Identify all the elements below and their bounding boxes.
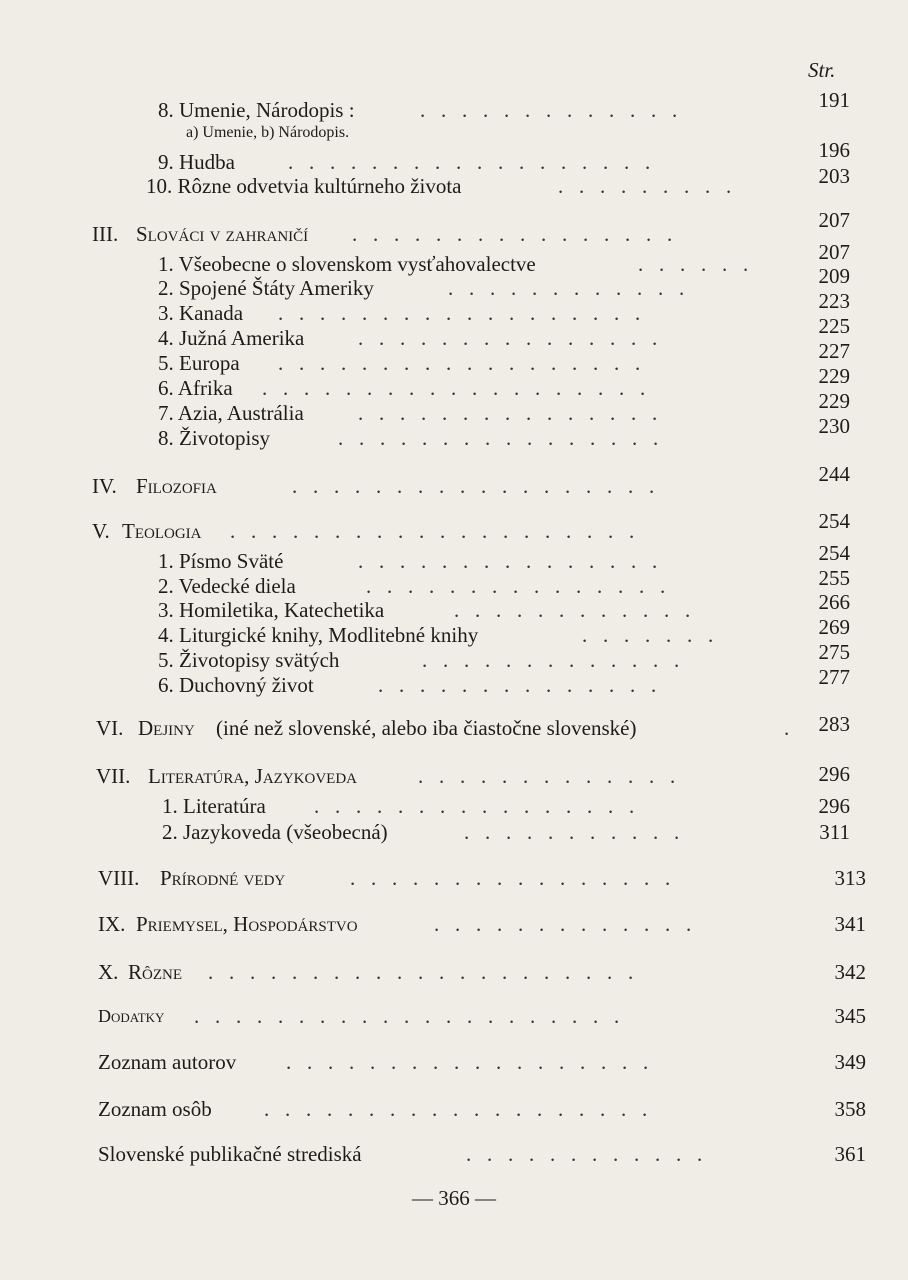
dot-leader: . . . . . . . . . . . . . . .	[358, 326, 658, 350]
entry-label: 6. Afrika	[158, 376, 233, 400]
entry-page: 296	[818, 762, 850, 786]
section-numeral: V.	[92, 519, 110, 543]
section-numeral: VIII.	[98, 866, 140, 890]
section-title: Slováci v zahraničí	[136, 222, 309, 246]
toc-section	[98, 912, 866, 942]
entry-page: 230	[818, 414, 850, 438]
toc-section	[96, 712, 850, 746]
dot-leader: . . . . . . . . . . . . . . . .	[314, 794, 635, 818]
dot-leader: . . . . . . . . . . . . .	[434, 912, 692, 936]
dot-leader: . . . . . . . . . . . . .	[422, 648, 680, 672]
entry-page: 191	[818, 88, 850, 112]
entry-page: 345	[834, 1004, 866, 1028]
section-numeral: IX.	[98, 912, 126, 936]
dot-leader: . . . . . . . . . . . . . . . .	[350, 866, 671, 890]
entry-page: 255	[818, 566, 850, 590]
dot-leader: . . . . . . . . . . . . . . .	[358, 401, 658, 425]
entry-page: 349	[834, 1050, 866, 1074]
dot-leader: . . . . . .	[638, 252, 749, 276]
entry-label: 9. Hudba	[158, 150, 235, 174]
dot-leader: . . . . . . . . . . . . . . . . . . .	[262, 376, 646, 400]
entry-page: 227	[818, 339, 850, 363]
entry-page: 269	[818, 615, 850, 639]
entry-label: Dodatky	[98, 1006, 165, 1026]
dot-leader: . . . . . . . . . . . . . . .	[358, 549, 658, 573]
section-numeral: X.	[98, 960, 119, 984]
entry-label: 1. Písmo Sväté	[158, 549, 284, 573]
entry-page: 361	[834, 1142, 866, 1166]
entry-label: 2. Jazykoveda (všeobecná)	[162, 820, 388, 844]
entry-subline: a) Umenie, b) Národopis.	[186, 124, 350, 141]
entry-label: 2. Vedecké diela	[158, 574, 296, 598]
dot-leader: . . . . . . . . . . . . . . . . . .	[286, 1050, 649, 1074]
entry-label: 4. Južná Amerika	[158, 326, 305, 350]
entry-page: 244	[818, 462, 850, 486]
entry-label: Slovenské publikačné strediská	[98, 1142, 362, 1166]
page-column-header: Str.	[808, 58, 836, 82]
dot-leader: . . . . . . .	[582, 623, 714, 647]
entry-page: 207	[818, 208, 850, 232]
dot-leader: . . . . . . . . .	[558, 174, 732, 198]
entry-page: 296	[818, 794, 850, 818]
toc-entry	[158, 665, 850, 703]
dot-leader: . . . . . . . . . . .	[464, 820, 680, 844]
section-title: Filozofia	[136, 474, 217, 498]
toc-entry	[98, 1097, 866, 1127]
entry-label: 3. Kanada	[158, 301, 244, 325]
dot-leader: . . . . . . . . . . . . . . . .	[338, 426, 659, 450]
entry-page: 277	[818, 665, 850, 689]
dot-leader: . . . . . . . . . . . . . . . . . . . . .	[194, 1004, 620, 1028]
entry-page: 266	[818, 590, 850, 614]
toc-entry	[158, 414, 850, 456]
entry-page: 311	[819, 820, 850, 844]
entry-page: 196	[818, 138, 850, 162]
dot-leader: . . . . . . . . . . . . . . . . . . . . .	[208, 960, 634, 984]
dot-leader: . . . . . . . . . . . . .	[420, 98, 678, 122]
entry-page: 203	[818, 164, 850, 188]
section-numeral: III.	[92, 222, 119, 246]
section-title: Rôzne	[128, 960, 182, 984]
entry-page: 229	[818, 364, 850, 388]
entry-page: 207	[818, 240, 850, 264]
toc-section	[96, 764, 850, 794]
section-numeral: VII.	[96, 764, 131, 788]
entry-label: 1. Všeobecne o slovenskom vysťahovalectve	[158, 252, 536, 276]
dot-leader: . . . . . . . . . . . .	[448, 276, 685, 300]
entry-label: 10. Rôzne odvetvia kultúrneho života	[146, 174, 462, 198]
dot-leader: . . . . . . . . . . . . . . .	[366, 574, 666, 598]
dot-leader: . . . . . . . . . . . . . . . .	[352, 222, 673, 246]
entry-label: 2. Spojené Štáty Ameriky	[158, 276, 374, 300]
section-title: Dejiny	[138, 716, 195, 740]
toc-section	[92, 208, 850, 252]
toc-section	[98, 960, 866, 990]
toc-section	[98, 866, 866, 896]
section-title: Literatúra, Jazykoveda	[148, 764, 357, 788]
entry-label: 4. Liturgické knihy, Modlitebné knihy	[158, 623, 479, 647]
entry-page: 275	[818, 640, 850, 664]
section-title: Prírodné vedy	[160, 866, 286, 890]
section-note: (iné než slovenské, alebo iba čiastočne slovenské)	[216, 716, 637, 740]
dot-leader: . . . . . . . . . . . . . . . . . .	[278, 351, 641, 375]
toc-section	[92, 509, 850, 549]
entry-label: Zoznam autorov	[98, 1050, 237, 1074]
entry-label: 6. Duchovný život	[158, 673, 314, 697]
toc-entry	[98, 1050, 866, 1080]
entry-label: 7. Azia, Austrália	[158, 401, 304, 425]
dot-leader: . . . . . . . . . . . . . . . . . .	[278, 301, 641, 325]
dot-leader: . . . . . . . . . . . . . . . . . . .	[264, 1097, 648, 1121]
entry-page: 342	[834, 960, 866, 984]
dot-leader: .	[784, 716, 790, 740]
entry-label: Zoznam osôb	[98, 1097, 212, 1121]
entry-label: 5. Europa	[158, 351, 240, 375]
entry-page: 254	[818, 541, 850, 565]
section-title: Priemysel, Hospodárstvo	[136, 912, 358, 936]
entry-page: 223	[818, 289, 850, 313]
toc-entry	[146, 164, 850, 204]
dot-leader: . . . . . . . . . . . .	[454, 598, 691, 622]
entry-label: 1. Literatúra	[162, 794, 266, 818]
toc-section	[92, 462, 850, 504]
section-numeral: VI.	[96, 716, 124, 740]
section-title: Teologia	[122, 519, 202, 543]
entry-label: 8. Životopisy	[158, 426, 271, 450]
dot-leader: . . . . . . . . . . . . .	[418, 764, 676, 788]
dot-leader: . . . . . . . . . . . .	[466, 1142, 703, 1166]
entry-page: 225	[818, 314, 850, 338]
entry-page: 209	[818, 264, 850, 288]
dot-leader: . . . . . . . . . . . . . .	[378, 673, 657, 697]
toc-entry	[98, 1142, 866, 1172]
dot-leader: . . . . . . . . . . . . . . . . . .	[292, 474, 655, 498]
entry-page: 229	[818, 389, 850, 413]
toc-entry	[98, 1004, 866, 1034]
entry-page: 313	[834, 866, 866, 890]
entry-page: 283	[818, 712, 850, 736]
entry-page: 254	[818, 509, 850, 533]
entry-page: 358	[834, 1097, 866, 1121]
entry-label: 8. Umenie, Národopis :	[158, 98, 355, 122]
entry-label: 5. Životopisy svätých	[158, 648, 340, 672]
toc-entry	[162, 820, 850, 850]
page-footer-number: — 366 —	[412, 1186, 496, 1210]
entry-label: 3. Homiletika, Katechetika	[158, 598, 385, 622]
dot-leader: . . . . . . . . . . . . . . . . . . . .	[230, 519, 635, 543]
section-numeral: IV.	[92, 474, 117, 498]
entry-page: 341	[834, 912, 866, 936]
dot-leader: . . . . . . . . . . . . . . . . . .	[288, 150, 651, 174]
